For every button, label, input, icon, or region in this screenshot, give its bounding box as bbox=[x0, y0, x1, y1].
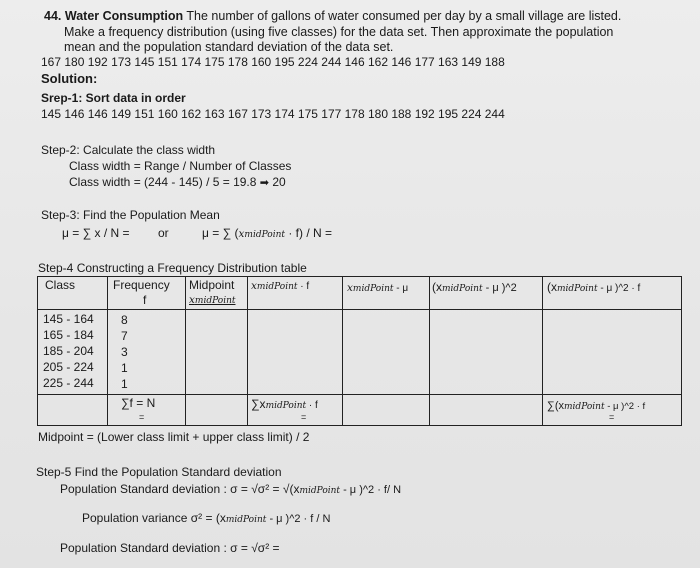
header-f: f bbox=[143, 293, 147, 307]
header-col5-post: - μ bbox=[393, 283, 409, 294]
step5-sd-post: - μ )^2 · f/ N bbox=[340, 484, 402, 496]
header-midpoint-sub: midPoint bbox=[194, 296, 236, 306]
step5-heading: Step-5 Find the Population Standard deviation bbox=[36, 465, 282, 479]
step3-formula1: μ = ∑ x / N = bbox=[62, 226, 130, 240]
step5-sd-formula bbox=[60, 483, 401, 497]
step2-line2-text: Class width = (244 - 145) / 5 = 19.8 bbox=[69, 175, 257, 189]
problem-number: 44. bbox=[44, 9, 62, 23]
step2-result: 20 bbox=[272, 175, 286, 189]
step3-or: or bbox=[158, 226, 169, 240]
step5-var-label: Population variance σ² = (x bbox=[82, 511, 226, 525]
step3-heading: Step-3: Find the Population Mean bbox=[41, 208, 220, 222]
header-class: Class bbox=[45, 278, 76, 292]
row1-class: 145 - 164 bbox=[43, 312, 94, 326]
row4-class: 205 - 224 bbox=[43, 360, 94, 374]
total-sq-pre: ∑(x bbox=[547, 400, 565, 412]
step2-line1: Class width = Range / Number of Classes bbox=[69, 159, 292, 173]
header-col5-x: x bbox=[347, 282, 353, 294]
row5-frequency: 1 bbox=[121, 377, 128, 391]
header-col6-post: - μ )^2 bbox=[482, 282, 517, 294]
arrow-right-icon: ➡ bbox=[259, 177, 269, 189]
header-col7-pre: (x bbox=[547, 280, 557, 294]
step5-var-post: - μ )^2 · f / N bbox=[266, 513, 331, 525]
step3-formula2-pre: μ = ∑ ( bbox=[202, 226, 239, 240]
step3-formula2-post: · f) / N = bbox=[284, 226, 332, 240]
step1-heading: Srep-1: Sort data in order bbox=[41, 91, 186, 105]
problem-statement-line2: Make a frequency distribution (using five classes) for the data set. Then approximate the population bbox=[64, 25, 614, 39]
header-col6-pre: (x bbox=[432, 280, 442, 294]
step5-variance-formula bbox=[82, 512, 330, 526]
header-col7-sub: midPoint bbox=[557, 284, 598, 294]
header-col4-post: · f bbox=[297, 281, 310, 292]
total-xf bbox=[251, 398, 318, 412]
header-col5-sub: midPoint bbox=[352, 284, 394, 294]
row1-frequency: 8 bbox=[121, 313, 128, 327]
row2-frequency: 7 bbox=[121, 329, 128, 343]
step3-formula2-x: x bbox=[238, 228, 245, 240]
header-col7-post: - μ )^2 · f bbox=[597, 283, 641, 294]
problem-data: 167 180 192 173 145 151 174 175 178 160 195 224 244 146 162 146 177 163 149 188 bbox=[41, 55, 505, 69]
total-sq-post: - μ )^2 · f bbox=[604, 401, 646, 412]
total-f: ∑f = N bbox=[121, 396, 156, 410]
row3-class: 185 - 204 bbox=[43, 344, 94, 358]
frequency-table bbox=[37, 276, 682, 426]
solution-label: Solution: bbox=[41, 71, 98, 86]
row4-frequency: 1 bbox=[121, 361, 128, 375]
problem-title: Water Consumption bbox=[64, 9, 184, 23]
header-col4-x: x bbox=[251, 280, 257, 292]
problem-statement-line3: mean and the population standard deviation of the data set. bbox=[64, 40, 394, 54]
total-xf-equals: = bbox=[301, 412, 307, 422]
header-frequency: Frequency bbox=[113, 278, 170, 292]
step5-var-sub: midPoint bbox=[225, 515, 267, 525]
step1-sorted-data: 145 146 146 149 151 160 162 163 167 173 174 175 177 178 180 188 192 195 224 244 bbox=[41, 107, 505, 121]
total-xf-sub: midPoint bbox=[265, 401, 307, 411]
total-xf-pre: ∑x bbox=[251, 397, 266, 411]
total-sq-sub: midPoint bbox=[564, 402, 605, 412]
header-x-times-f bbox=[251, 279, 309, 293]
header-x-minus-mu bbox=[347, 281, 408, 295]
header-midpoint-symbol bbox=[189, 293, 236, 307]
row2-class: 165 - 184 bbox=[43, 328, 94, 342]
total-f-equals: = bbox=[139, 412, 145, 422]
total-squared-f bbox=[547, 400, 645, 413]
step5-sd-final: Population Standard deviation : σ = √σ² = bbox=[60, 541, 280, 555]
row5-class: 225 - 244 bbox=[43, 376, 94, 390]
header-x-minus-mu-squared bbox=[432, 281, 517, 295]
step3-formula2 bbox=[202, 227, 332, 241]
header-col4-sub: midPoint bbox=[256, 282, 298, 292]
total-xf-post: · f bbox=[306, 400, 318, 411]
header-col6-sub: midPoint bbox=[442, 284, 483, 294]
header-midpoint-x: x bbox=[189, 294, 195, 306]
total-sq-equals: = bbox=[609, 412, 615, 422]
midpoint-note: Midpoint = (Lower class limit + upper class limit) / 2 bbox=[38, 430, 310, 444]
problem-header bbox=[44, 9, 621, 23]
row3-frequency: 3 bbox=[121, 345, 128, 359]
step5-sd-sub: midPoint bbox=[299, 486, 341, 496]
step3-formula2-sub: midPoint bbox=[244, 230, 285, 240]
step4-heading: Step-4 Constructing a Frequency Distribution table bbox=[38, 261, 307, 275]
problem-statement-line1: The number of gallons of water consumed per day by a small village are listed. bbox=[186, 9, 622, 23]
header-squared-times-f bbox=[547, 281, 640, 295]
step2-line2 bbox=[69, 176, 286, 190]
header-midpoint: Midpoint bbox=[189, 278, 235, 292]
step2-heading: Step-2: Calculate the class width bbox=[41, 143, 216, 157]
step5-sd-label: Population Standard deviation : σ = √σ² = √(x bbox=[60, 482, 300, 496]
